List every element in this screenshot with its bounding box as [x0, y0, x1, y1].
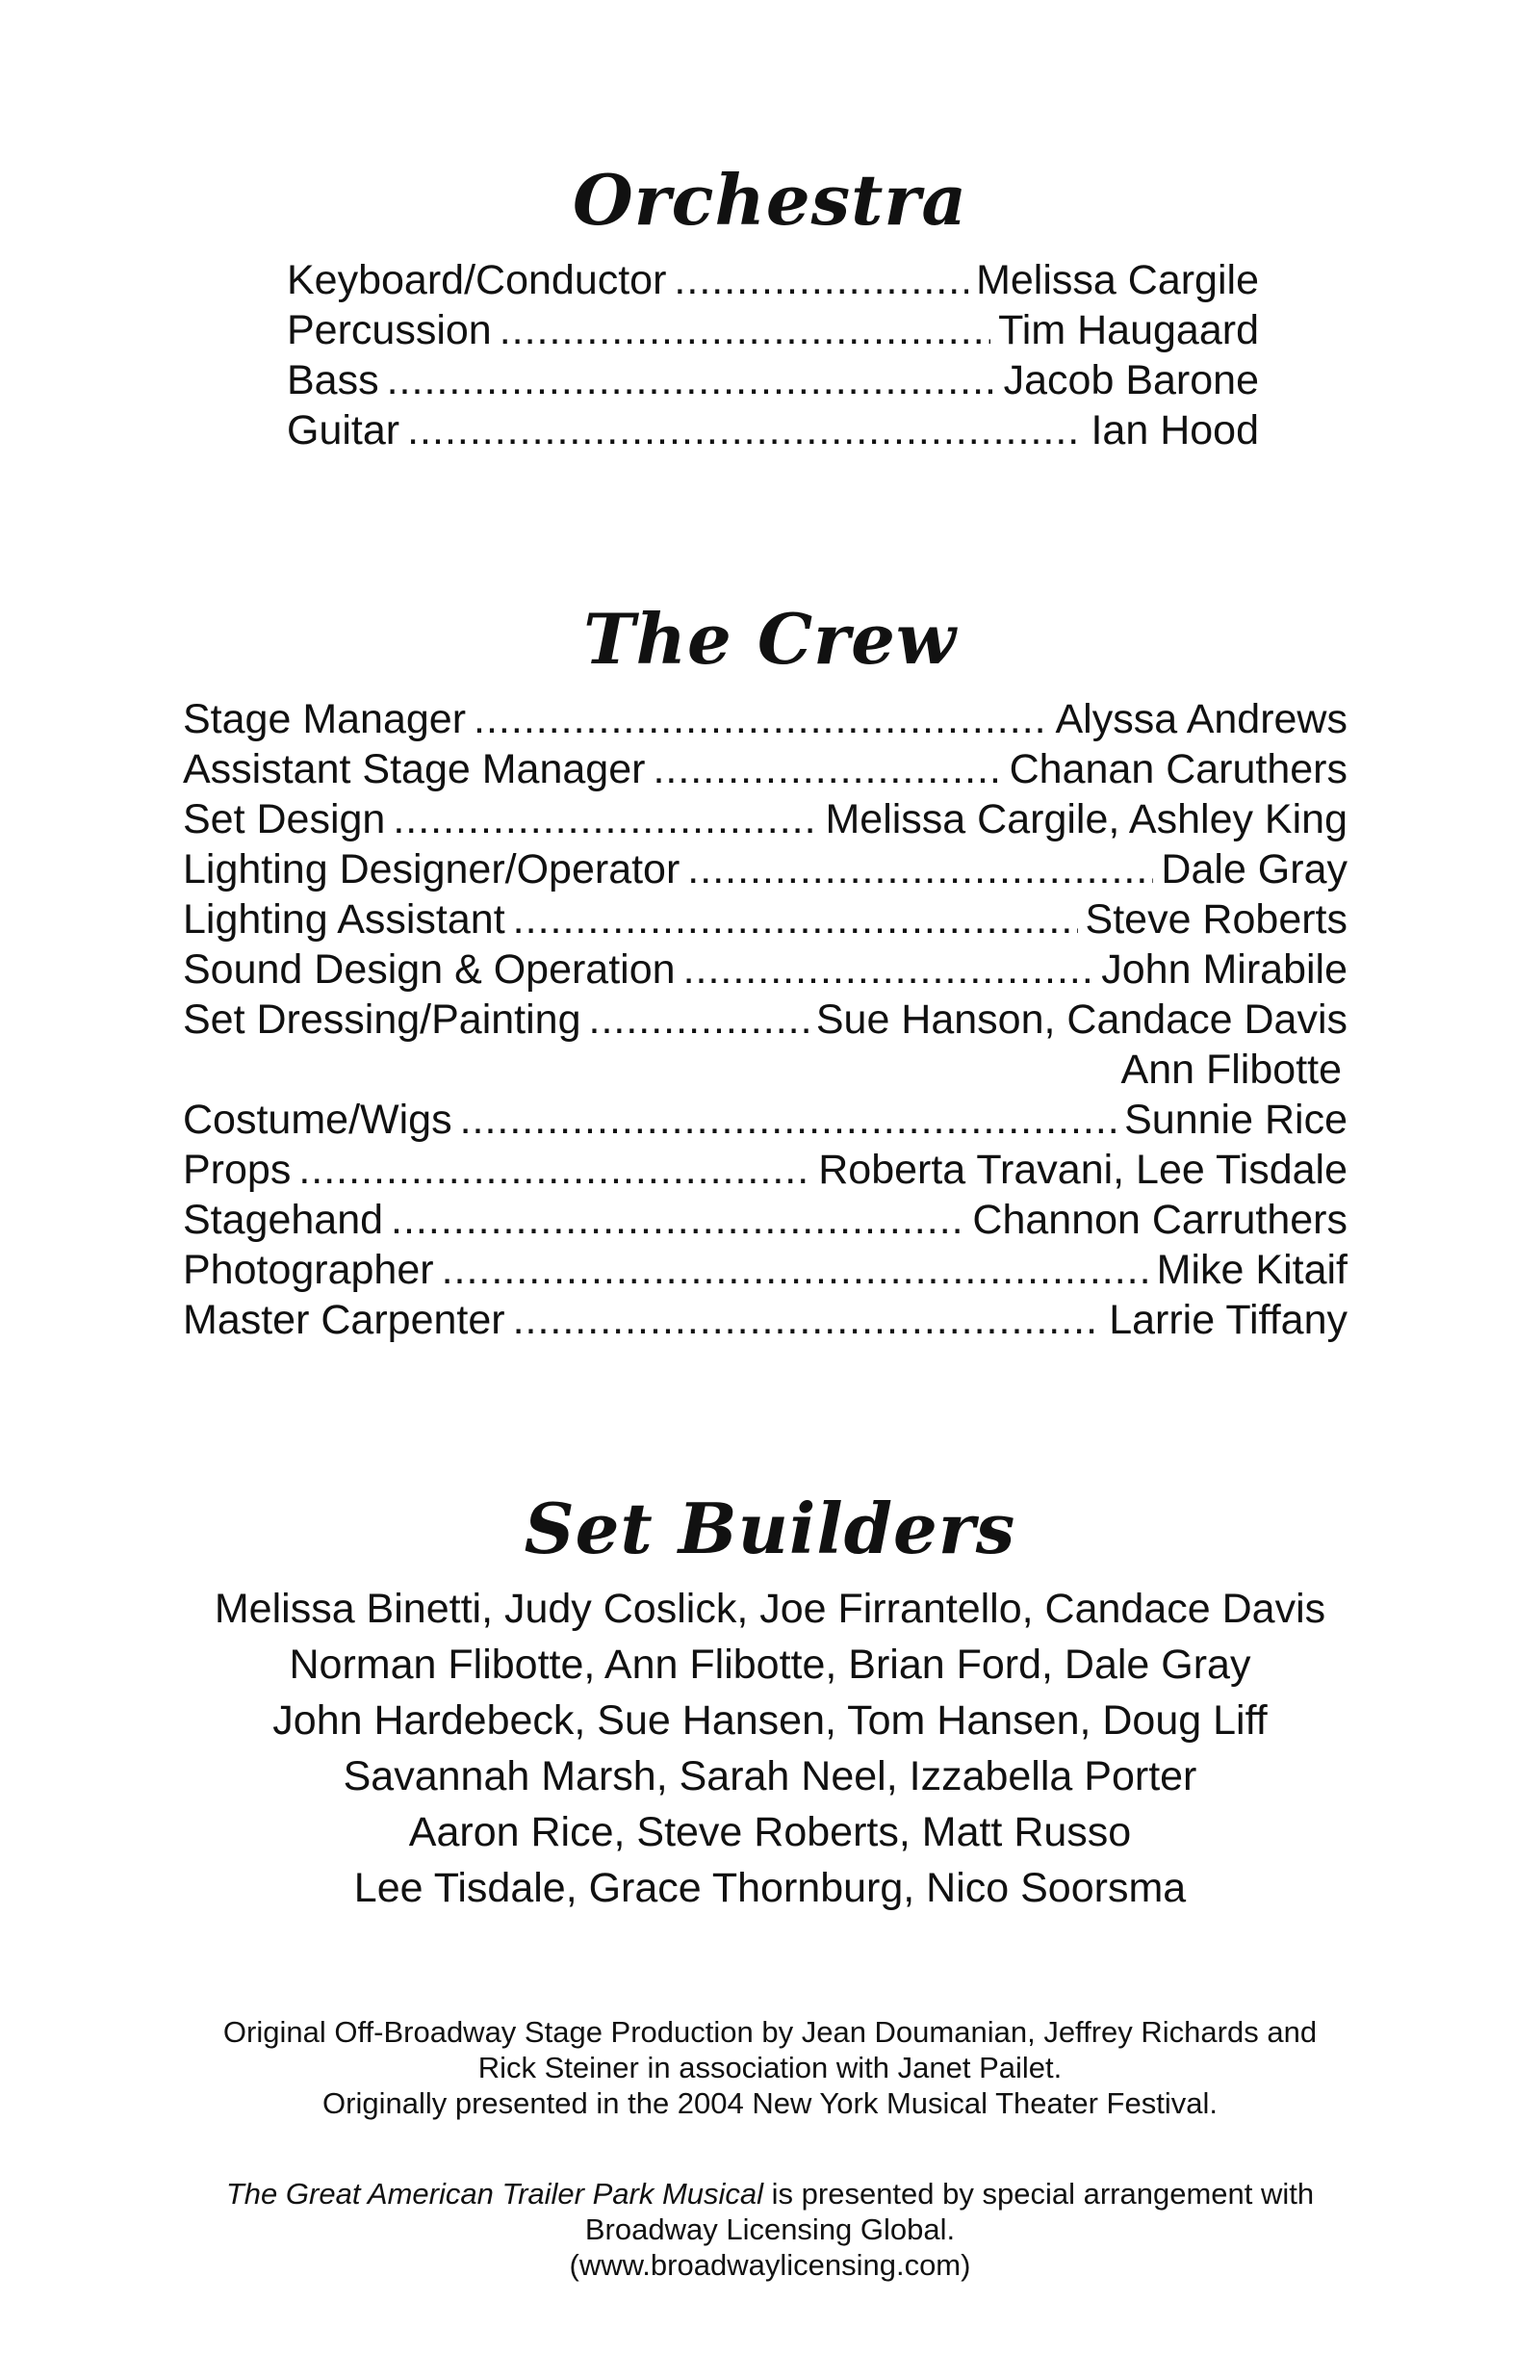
dot-leader: [391, 1195, 964, 1236]
credit-row: [183, 1045, 1348, 1095]
credit-role: Keyboard/Conductor: [287, 257, 667, 303]
dot-leader: [513, 1295, 1102, 1336]
credit-name: Larrie Tiffany: [1109, 1297, 1348, 1343]
credit-row: [183, 844, 1348, 894]
licensor-name: Broadway Licensing Global.: [584, 2212, 956, 2246]
credit-name: Sue Hanson, Candace Davis: [815, 996, 1348, 1043]
credit-role: Stage Manager: [183, 696, 467, 742]
crew-list: [183, 694, 1348, 1345]
set-builders-heading: Set Builders: [524, 1488, 1016, 1569]
credit-name: Tim Haugaard: [998, 307, 1259, 353]
credit-row: [287, 355, 1259, 405]
licensor-website: (www.broadwaylicensing.com): [569, 2248, 971, 2282]
credit-row: [183, 894, 1348, 944]
credit-name: Jacob Barone: [1003, 357, 1259, 403]
credit-line: Original Off-Broadway Stage Production by Jean Doumanian, Jeffrey Richards and: [222, 2015, 1318, 2049]
credit-name: Dale Gray: [1161, 846, 1348, 892]
credit-line: Originally presented in the 2004 New York Musical Theater Festival.: [322, 2086, 1218, 2120]
credit-role: Costume/Wigs: [183, 1097, 452, 1143]
credit-row: [183, 1295, 1348, 1345]
credit-row: [183, 744, 1348, 794]
credit-role: Photographer: [183, 1247, 434, 1293]
dot-leader: [674, 255, 968, 297]
credit-name: Mike Kitaif: [1156, 1247, 1348, 1293]
credit-role: Lighting Designer/Operator: [183, 846, 680, 892]
credit-name: Steve Roberts: [1085, 896, 1348, 943]
set-builders-list: [0, 1581, 1540, 1916]
credit-name: Ann Flibotte: [1120, 1047, 1342, 1093]
dot-leader: [474, 694, 1047, 736]
credit-row: [287, 255, 1259, 305]
orchestra-list: [287, 255, 1259, 455]
credit-row: [183, 1195, 1348, 1245]
dot-leader: [460, 1095, 1117, 1136]
credit-row: [183, 794, 1348, 844]
dot-leader: [653, 744, 1001, 786]
dot-leader: [687, 844, 1153, 886]
credit-row: [183, 694, 1348, 744]
credit-role: Assistant Stage Manager: [183, 746, 646, 792]
credit-name: Melissa Cargile, Ashley King: [825, 796, 1348, 842]
dot-leader: [407, 405, 1083, 447]
set-builder-names: Savannah Marsh, Sarah Neel, Izzabella Porter: [343, 1753, 1197, 1799]
crew-heading: The Crew: [583, 598, 957, 680]
production-credits: [0, 2014, 1540, 2121]
credit-row: [287, 305, 1259, 355]
credit-role: Sound Design & Operation: [183, 946, 676, 993]
credit-role: Set Design: [183, 796, 386, 842]
dot-leader: [393, 794, 817, 836]
dot-leader: [513, 894, 1078, 936]
credit-name: Channon Carruthers: [972, 1197, 1348, 1243]
credit-name: Ian Hood: [1091, 407, 1259, 453]
set-builder-names: Norman Flibotte, Ann Flibotte, Brian Ford, Dale Gray: [289, 1642, 1251, 1688]
licensing-text: is presented by special arrangement with: [763, 2177, 1315, 2211]
credit-row: [183, 995, 1348, 1045]
set-builder-names: Lee Tisdale, Grace Thornburg, Nico Soorsma: [353, 1865, 1187, 1911]
dot-leader: [500, 305, 990, 347]
credit-role: Stagehand: [183, 1197, 384, 1243]
credit-line: Rick Steiner in association with Janet Pailet.: [477, 2051, 1063, 2084]
set-builder-names: Aaron Rice, Steve Roberts, Matt Russo: [408, 1809, 1132, 1855]
orchestra-heading: Orchestra: [572, 159, 968, 241]
set-builder-names: Melissa Binetti, Judy Coslick, Joe Firrantello, Candace Davis: [214, 1586, 1326, 1632]
credit-role: Set Dressing/Painting: [183, 996, 581, 1043]
dot-leader: [442, 1245, 1149, 1286]
credit-name: Melissa Cargile: [976, 257, 1259, 303]
credit-row: [183, 944, 1348, 995]
credit-name: Chanan Caruthers: [1009, 746, 1348, 792]
dot-leader: [589, 995, 808, 1036]
licensing-notice: [0, 2176, 1540, 2283]
show-title: The Great American Trailer Park Musical: [225, 2177, 764, 2211]
credit-row: [183, 1095, 1348, 1145]
credit-role: Bass: [287, 357, 379, 403]
credit-role: Props: [183, 1147, 292, 1193]
credit-name: John Mirabile: [1101, 946, 1348, 993]
credit-role: Lighting Assistant: [183, 896, 505, 943]
dot-leader: [298, 1145, 810, 1186]
credit-role: Master Carpenter: [183, 1297, 505, 1343]
credit-name: Sunnie Rice: [1124, 1097, 1348, 1143]
credit-name: Alyssa Andrews: [1055, 696, 1348, 742]
licensing-line: [0, 2176, 1540, 2212]
set-builder-names: John Hardebeck, Sue Hansen, Tom Hansen, Doug Liff: [272, 1697, 1268, 1744]
credit-name: Roberta Travani, Lee Tisdale: [818, 1147, 1348, 1193]
credit-role: Percussion: [287, 307, 492, 353]
dot-leader: [683, 944, 1094, 986]
credit-row: [183, 1245, 1348, 1295]
credit-row: [287, 405, 1259, 455]
dot-leader: [387, 355, 996, 397]
credit-role: Guitar: [287, 407, 400, 453]
credit-row: [183, 1145, 1348, 1195]
